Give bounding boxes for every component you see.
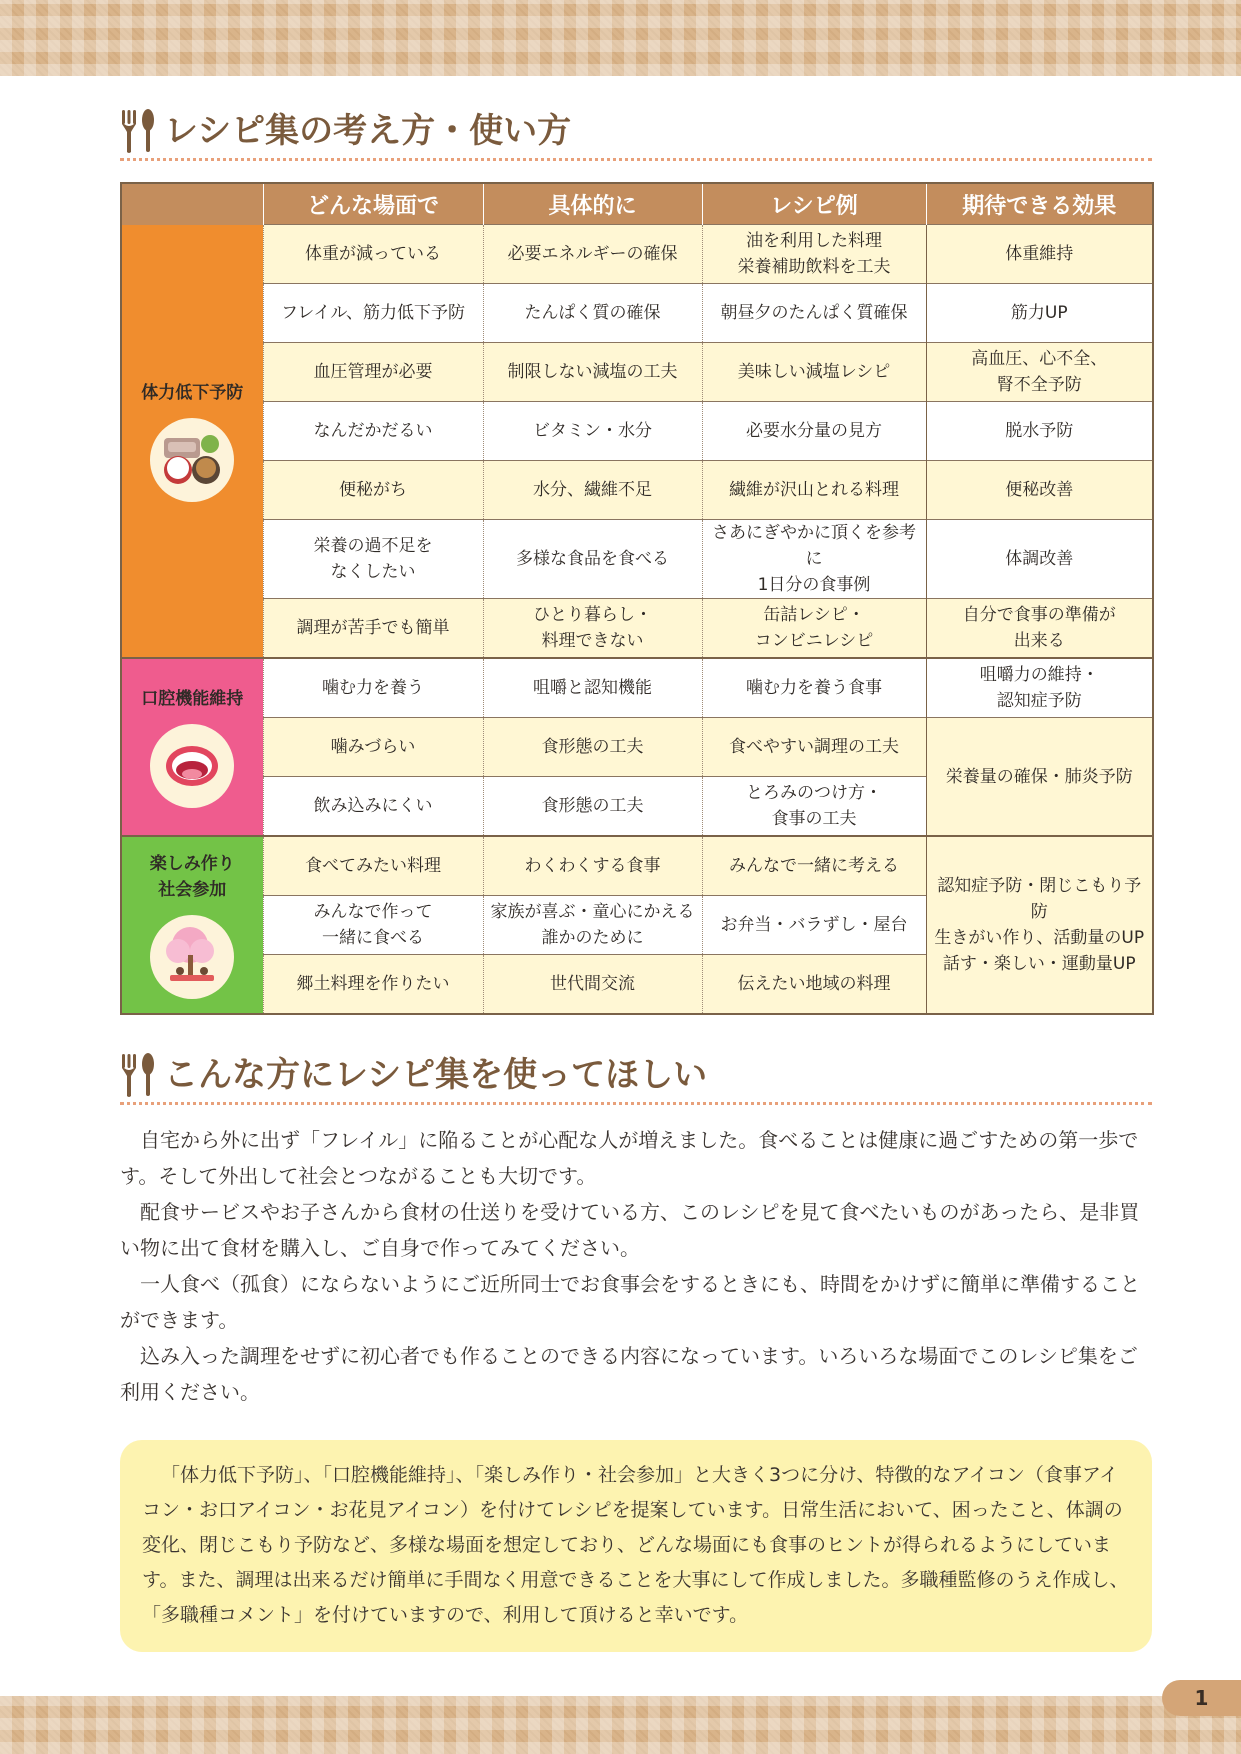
cell-detail: 制限しない減塩の工夫 [483,343,702,402]
cell-detail: ビタミン・水分 [483,402,702,461]
section-heading-audience [120,1050,1152,1105]
category-label: 口腔機能維持 [141,689,244,709]
cell-detail: 食形態の工夫 [483,718,702,777]
cell-effect: 体調改善 [926,520,1153,599]
header-corner [121,183,263,225]
cell-recipe: 繊維が沢山とれる料理 [702,461,926,520]
cell-effect: 咀嚼力の維持・ 認知症予防 [926,658,1153,718]
cell-effect: 体重維持 [926,225,1153,284]
table-row [121,599,1153,659]
cell-recipe: 必要水分量の見方 [702,402,926,461]
top-decorative-band [0,0,1241,76]
table-row [121,520,1153,599]
category-oral [121,658,263,836]
cell-detail: 食形態の工夫 [483,777,702,837]
table-row [121,658,1153,718]
cell-detail: 世代間交流 [483,955,702,1015]
page-number: 1 [1162,1680,1241,1716]
cell-scene: 便秘がち [263,461,483,520]
cell-detail: たんぱく質の確保 [483,284,702,343]
cell-scene: 血圧管理が必要 [263,343,483,402]
cell-recipe: 食べやすい調理の工夫 [702,718,926,777]
cell-scene: 飲み込みにくい [263,777,483,837]
cell-recipe: 美味しい減塩レシピ [702,343,926,402]
header-recipe: レシピ例 [702,183,926,225]
category-label: 楽しみ作り 社会参加 [149,854,235,900]
header-detail: 具体的に [483,183,702,225]
cell-detail: 水分、繊維不足 [483,461,702,520]
header-scene: どんな場面で [263,183,483,225]
meal-icon [150,418,234,502]
cell-scene: フレイル、筋力低下予防 [263,284,483,343]
cell-effect: 自分で食事の準備が 出来る [926,599,1153,659]
section-title: レシピ集の考え方・使い方 [164,111,572,151]
table-row [121,343,1153,402]
cell-effect: 栄養量の確保・肺炎予防 [926,718,1153,837]
table-row [121,461,1153,520]
cell-detail: 多様な食品を食べる [483,520,702,599]
cell-recipe: 油を利用した料理 栄養補助飲料を工夫 [702,225,926,284]
table-header-row [121,183,1153,225]
paragraph: 配食サービスやお子さんから食材の仕送りを受けている方、このレシピを見て食べたいものがあったら、是非買い物に出て食材を購入し、ご自身で作ってみてください。 [120,1200,1140,1260]
table-row [121,718,1153,777]
cell-scene: 食べてみたい料理 [263,836,483,896]
cell-recipe: 噛む力を養う食事 [702,658,926,718]
paragraph: 自宅から外に出ず「フレイル」に陥ることが心配な人が増えました。食べることは健康に過ごすための第一歩です。そして外出して社会とつながることも大切です。 [120,1128,1139,1188]
table-row [121,402,1153,461]
cell-effect: 認知症予防・閉じこもり予防 生きがい作り、活動量のUP 話す・楽しい・運動量UP [926,836,1153,1014]
cell-detail: ひとり暮らし・ 料理できない [483,599,702,659]
header-effect: 期待できる効果 [926,183,1153,225]
cell-recipe: とろみのつけ方・ 食事の工夫 [702,777,926,837]
cell-recipe: みんなで一緒に考える [702,836,926,896]
recipe-concept-table [120,182,1154,1015]
cell-scene: みんなで作って 一緒に食べる [263,896,483,955]
cell-detail: 家族が喜ぶ・童心にかえる 誰かのために [483,896,702,955]
cell-effect: 筋力UP [926,284,1153,343]
bottom-decorative-band [0,1696,1241,1754]
paragraph: 一人食べ（孤食）にならないようにご近所同士でお食事会をするときにも、時間をかけずに簡単に準備することができます。 [120,1272,1140,1332]
cell-scene: 噛む力を養う [263,658,483,718]
cell-detail: 咀嚼と認知機能 [483,658,702,718]
cell-scene: 栄養の過不足を なくしたい [263,520,483,599]
paragraph: 込み入った調理をせずに初心者でも作ることのできる内容になっています。いろいろな場面でこのレシピ集をご利用ください。 [120,1344,1138,1404]
category-label: 体力低下予防 [141,382,244,403]
summary-note-box: 「体力低下予防」、「口腔機能維持」、「楽しみ作り・社会参加」と大きく3つに分け、特徴的なアイコン（食事アイコン・お口アイコン・お花見アイコン）を付けてレシピを提案しています。日常生活において、困ったこと、体調の変化、閉じこもり予防など、多様な場面を想定しており、どんな場面にも食事のヒントが得られるようにしています。また、調理は出来るだけ簡単に手間なく用意できることを大事にして作成しました。多職種監修のうえ作成し、「多職種コメント」を付けていますので、利用して頂けると幸いです。 [120,1440,1152,1652]
cell-scene: 調理が苦手でも簡単 [263,599,483,659]
cell-scene: 郷土料理を作りたい [263,955,483,1015]
cell-recipe: 伝えたい地域の料理 [702,955,926,1015]
cell-detail: わくわくする食事 [483,836,702,896]
table-row [121,836,1153,896]
cell-scene: なんだかだるい [263,402,483,461]
cell-recipe: 朝昼夕のたんぱく質確保 [702,284,926,343]
cell-effect: 高血圧、心不全、 腎不全予防 [926,343,1153,402]
cell-detail: 必要エネルギーの確保 [483,225,702,284]
section-title: こんな方にレシピ集を使ってほしい [164,1055,708,1095]
category-stamina [121,225,263,659]
audience-body-text [120,1122,1152,1410]
cell-recipe: 缶詰レシピ・ コンビニレシピ [702,599,926,659]
section-heading-usage [120,106,1152,161]
cherry-blossom-picnic-icon [150,915,234,999]
fork-spoon-icon [120,1052,156,1098]
cell-recipe: お弁当・バラずし・屋台 [702,896,926,955]
mouth-icon [150,724,234,808]
cell-recipe: さあにぎやかに頂くを参考に 1日分の食事例 [702,520,926,599]
cell-effect: 便秘改善 [926,461,1153,520]
cell-scene: 体重が減っている [263,225,483,284]
table-row [121,225,1153,284]
table-row [121,284,1153,343]
cell-effect: 脱水予防 [926,402,1153,461]
fork-spoon-icon [120,108,156,154]
category-social [121,836,263,1014]
cell-scene: 噛みづらい [263,718,483,777]
